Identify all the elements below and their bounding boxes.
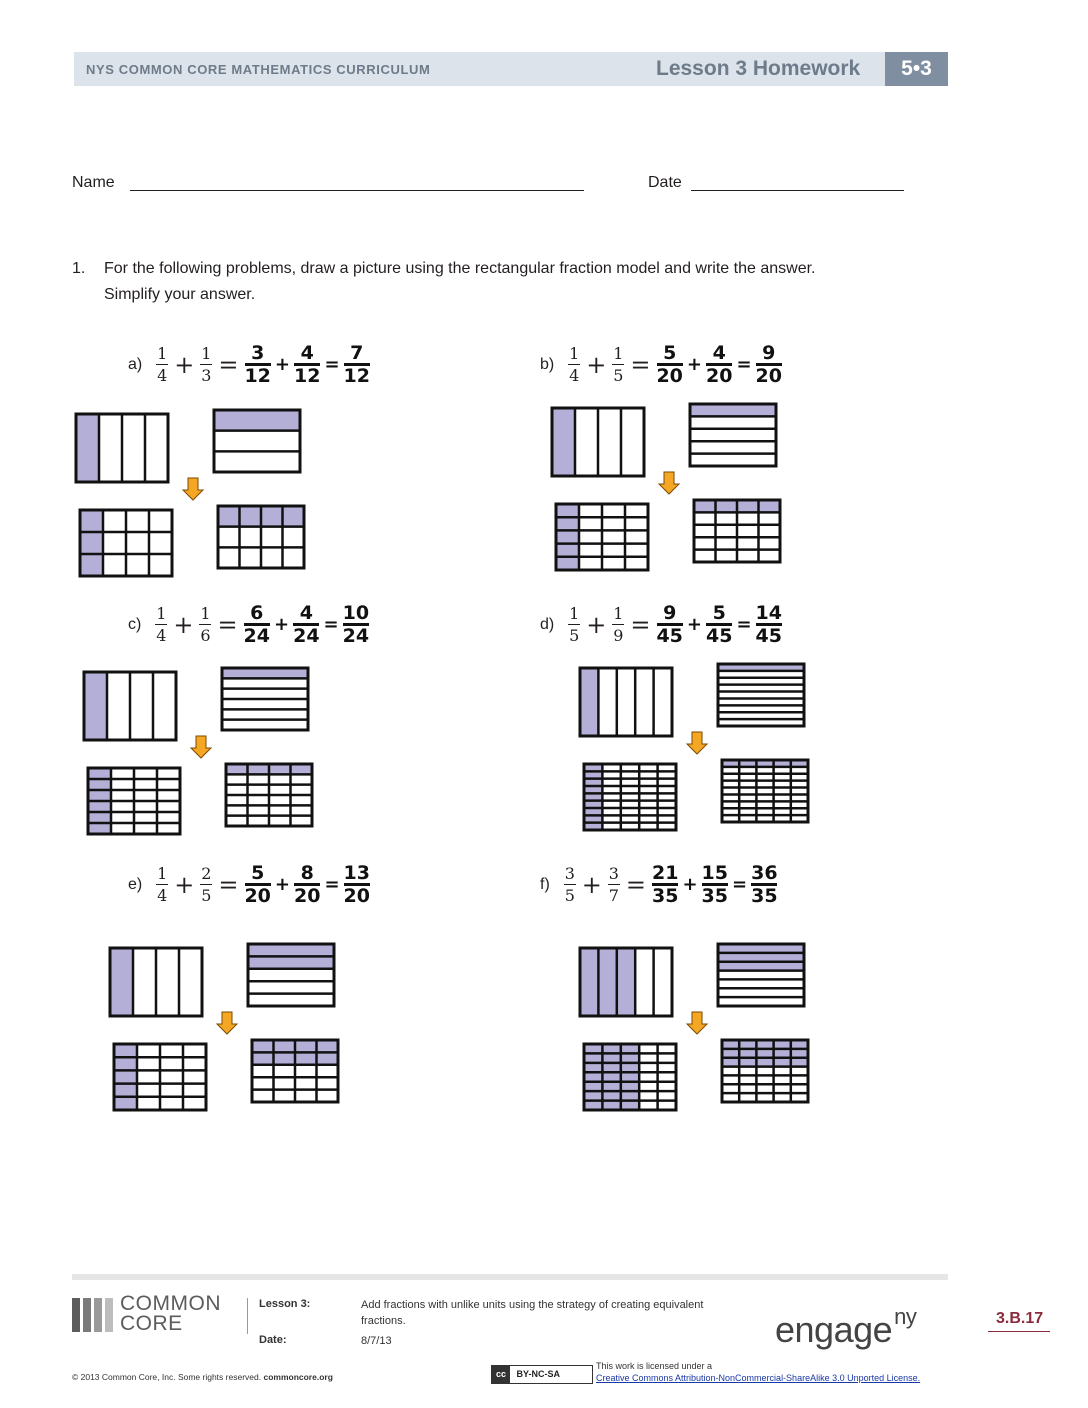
numerator: 1 (569, 344, 580, 363)
handwritten-numerator: 4 (299, 602, 313, 624)
handwritten-numerator: 13 (343, 862, 370, 884)
equals-sign: = (630, 350, 651, 379)
answer-term-2 (294, 864, 320, 905)
fraction-bar (612, 624, 624, 625)
answer-term-2 (706, 604, 732, 645)
shaded-column (114, 1044, 137, 1110)
handwritten-denominator: 20 (244, 885, 271, 907)
plus-sign: + (173, 610, 194, 639)
down-arrow-icon (191, 736, 211, 758)
shaded-column (110, 948, 133, 1016)
answer-plus: + (686, 614, 702, 635)
footer-date-value: 8/7/13 (361, 1335, 392, 1347)
handwritten-numerator: 14 (755, 602, 782, 624)
handwritten-denominator: 12 (294, 365, 321, 387)
problem-label: b) (540, 355, 555, 373)
fraction-model-b[interactable] (552, 404, 792, 579)
handwritten-numerator: 5 (251, 862, 265, 884)
question-number: 1. (72, 260, 86, 277)
plus-sign: + (174, 870, 195, 899)
numerator: 2 (201, 864, 212, 883)
question-1 (72, 256, 952, 308)
problem-f (540, 864, 778, 905)
equals-sign: = (625, 870, 646, 899)
addend-1 (564, 865, 576, 904)
answer-sum (344, 344, 370, 385)
addend-2 (199, 605, 211, 644)
handwritten-answer[interactable] (656, 344, 782, 385)
answer-term-1 (656, 344, 682, 385)
handwritten-denominator: 24 (293, 625, 320, 647)
handwritten-denominator: 20 (706, 365, 733, 387)
fraction-bar (608, 884, 620, 885)
handwritten-numerator: 4 (712, 342, 726, 364)
model-second-equivalent (722, 760, 808, 822)
model-second-fraction (248, 944, 334, 1006)
problem-label: f) (540, 875, 550, 893)
shaded-column (556, 504, 579, 570)
shaded-row (718, 953, 804, 962)
shaded-column (598, 948, 616, 1016)
answer-sum (756, 344, 782, 385)
license-text (596, 1360, 920, 1384)
model-second-fraction (214, 410, 300, 472)
curriculum-title: NYS COMMON CORE MATHEMATICS CURRICULUM (86, 62, 431, 77)
numerator: 1 (156, 604, 167, 623)
handwritten-numerator: 36 (751, 862, 778, 884)
denominator: 4 (157, 886, 168, 905)
problem-label: c) (128, 615, 142, 633)
handwritten-numerator: 3 (251, 342, 265, 364)
footer-lesson-desc-1: Add fractions with unlike units using the strategy of creating equivalent (361, 1299, 704, 1311)
answer-term-1 (652, 864, 678, 905)
model-first-fraction (76, 414, 168, 482)
plus-sign: + (174, 350, 195, 379)
answer-equals: = (736, 614, 752, 635)
shaded-row (248, 944, 334, 956)
model-second-equivalent (722, 1040, 808, 1102)
license-line-1: This work is licensed under a (596, 1361, 713, 1371)
handwritten-denominator: 35 (751, 885, 778, 907)
denominator: 6 (200, 626, 211, 645)
shaded-row (690, 404, 776, 416)
answer-equals: = (736, 354, 752, 375)
cc-badge-text: BY-NC-SA (516, 1369, 561, 1379)
handwritten-numerator: 6 (250, 602, 264, 624)
handwritten-numerator: 5 (712, 602, 726, 624)
plus-sign: + (586, 350, 607, 379)
model-second-equivalent (694, 500, 780, 562)
addend-1 (156, 345, 168, 384)
handwritten-numerator: 9 (762, 342, 776, 364)
shaded-column (552, 408, 575, 476)
shaded-column (84, 672, 107, 740)
handwritten-answer[interactable] (244, 604, 370, 645)
copyright-site: commoncore.org (263, 1372, 333, 1382)
handwritten-denominator: 45 (706, 625, 733, 647)
date-label: Date (648, 174, 682, 191)
answer-term-1 (656, 604, 682, 645)
answer-plus: + (686, 354, 702, 375)
denominator: 4 (156, 626, 167, 645)
answer-term-1 (244, 344, 270, 385)
equals-sign: = (218, 350, 239, 379)
handwritten-denominator: 35 (701, 885, 728, 907)
down-arrow-icon (217, 1012, 237, 1034)
cc-license-badge[interactable] (491, 1365, 593, 1384)
addend-2 (612, 605, 624, 644)
equals-sign: = (218, 870, 239, 899)
cc-icon: cc (492, 1366, 510, 1383)
numerator: 1 (569, 604, 580, 623)
problem-a (128, 344, 370, 385)
answer-term-1 (244, 604, 270, 645)
common-core-wordmark (120, 1294, 221, 1334)
numerator: 3 (608, 864, 619, 883)
handwritten-numerator: 8 (300, 862, 314, 884)
fraction-bar (156, 364, 168, 365)
answer-equals: = (732, 874, 748, 895)
shaded-column (580, 948, 598, 1016)
answer-equals: = (323, 614, 339, 635)
fraction-model-f[interactable] (580, 944, 820, 1119)
fraction-model-d[interactable] (580, 664, 820, 839)
problem-label: a) (128, 355, 143, 373)
shaded-row (722, 1049, 808, 1058)
footer-separator (247, 1298, 248, 1334)
denominator: 5 (564, 886, 575, 905)
fraction-bar (155, 624, 167, 625)
answer-sum (756, 604, 782, 645)
handwritten-answer[interactable] (244, 344, 370, 385)
answer-sum (343, 604, 369, 645)
model-second-fraction (690, 404, 776, 466)
engageny-logo (775, 1304, 916, 1351)
answer-equals: = (324, 354, 340, 375)
plus-sign: + (581, 870, 602, 899)
shaded-row (718, 962, 804, 971)
common-core-logo-icon (72, 1298, 116, 1332)
handwritten-denominator: 35 (652, 885, 679, 907)
plus-sign: + (586, 610, 607, 639)
handwritten-denominator: 45 (656, 625, 683, 647)
down-arrow-icon (659, 472, 679, 494)
copyright-text: © 2013 Common Core, Inc. Some rights reserved. (72, 1372, 264, 1382)
handwritten-numerator: 9 (663, 602, 677, 624)
shaded-column (580, 668, 598, 736)
fraction-model-e[interactable] (110, 944, 350, 1119)
engage-ny: ny (894, 1304, 917, 1329)
answer-term-2 (294, 344, 320, 385)
answer-sum (344, 864, 370, 905)
name-field[interactable] (130, 190, 584, 191)
problem-d (540, 604, 782, 645)
answer-term-2 (293, 604, 319, 645)
shaded-column (617, 948, 635, 1016)
page-code-underline (988, 1331, 1050, 1332)
denominator: 5 (569, 626, 580, 645)
denominator: 4 (569, 366, 580, 385)
addend-2 (612, 345, 624, 384)
fraction-model-a[interactable] (76, 410, 316, 585)
answer-term-1 (244, 864, 270, 905)
shaded-row (214, 410, 300, 431)
fraction-bar (564, 884, 576, 885)
model-first-fraction (552, 408, 644, 476)
addend-1 (156, 865, 168, 904)
down-arrow-icon (687, 1012, 707, 1034)
footer-lesson-key: Lesson 3: (259, 1298, 311, 1310)
model-first-equivalent (80, 510, 172, 576)
handwritten-denominator: 24 (243, 625, 270, 647)
denominator: 3 (201, 366, 212, 385)
model-border (718, 664, 804, 726)
footer-lesson-desc-2: fractions. (361, 1315, 406, 1327)
name-label: Name (72, 174, 115, 191)
logo-line-1: COMMON (120, 1292, 221, 1315)
copyright (72, 1372, 333, 1382)
problem-label: e) (128, 875, 143, 893)
model-first-fraction (84, 672, 176, 740)
numerator: 1 (613, 344, 624, 363)
handwritten-numerator: 4 (300, 342, 314, 364)
question-line-2: Simplify your answer. (104, 286, 256, 303)
footer-date-key: Date: (259, 1334, 287, 1346)
answer-term-2 (706, 344, 732, 385)
footer-rule (72, 1274, 948, 1280)
denominator: 4 (157, 366, 168, 385)
fraction-bar (568, 624, 580, 625)
handwritten-denominator: 45 (755, 625, 782, 647)
handwritten-denominator: 20 (755, 365, 782, 387)
denominator: 5 (613, 366, 624, 385)
fraction-bar (156, 884, 168, 885)
addend-1 (568, 345, 580, 384)
addend-1 (155, 605, 167, 644)
denominator: 7 (608, 886, 619, 905)
addend-1 (568, 605, 580, 644)
equals-sign: = (217, 610, 238, 639)
shaded-column (80, 510, 103, 576)
model-second-fraction (222, 668, 308, 730)
numerator: 1 (613, 604, 624, 623)
numerator: 1 (200, 604, 211, 623)
model-first-equivalent (584, 1044, 676, 1110)
handwritten-numerator: 15 (701, 862, 728, 884)
addend-2 (608, 865, 620, 904)
handwritten-denominator: 24 (342, 625, 370, 647)
model-second-equivalent (226, 764, 312, 826)
answer-plus: + (682, 874, 698, 895)
problem-label: d) (540, 615, 555, 633)
model-first-equivalent (88, 768, 180, 834)
handwritten-denominator: 20 (656, 365, 683, 387)
page-code: 3.B.17 (996, 1310, 1044, 1327)
denominator: 5 (201, 886, 212, 905)
answer-plus: + (274, 874, 290, 895)
shaded-row (248, 956, 334, 968)
denominator: 9 (613, 626, 624, 645)
question-line-1: For the following problems, draw a picture using the rectangular fraction model and write the answer. (104, 260, 816, 277)
fraction-bar (199, 624, 211, 625)
module-badge: 5•3 (885, 52, 948, 86)
model-second-fraction (718, 664, 804, 726)
addend-2 (200, 865, 212, 904)
fraction-bar (612, 364, 624, 365)
model-first-equivalent (584, 764, 676, 830)
numerator: 1 (201, 344, 212, 363)
engage-word: engage (775, 1309, 893, 1350)
fraction-bar (200, 884, 212, 885)
problem-b (540, 344, 782, 385)
model-second-equivalent (252, 1040, 338, 1102)
footer-lesson-desc (361, 1297, 781, 1329)
problem-e (128, 864, 370, 905)
answer-plus: + (274, 354, 290, 375)
shaded-column (76, 414, 99, 482)
model-border (722, 760, 808, 822)
model-first-equivalent (114, 1044, 206, 1110)
handwritten-denominator: 20 (343, 885, 370, 907)
down-arrow-icon (687, 732, 707, 754)
numerator: 1 (157, 864, 168, 883)
model-first-fraction (580, 948, 672, 1016)
license-link[interactable]: Creative Commons Attribution-NonCommercial-ShareAlike 3.0 Unported License. (596, 1373, 921, 1383)
answer-plus: + (274, 614, 290, 635)
fraction-bar (568, 364, 580, 365)
down-arrow-icon (183, 478, 203, 500)
equals-sign: = (630, 610, 651, 639)
handwritten-numerator: 5 (663, 342, 677, 364)
model-first-fraction (110, 948, 202, 1016)
handwritten-answer[interactable] (244, 864, 370, 905)
handwritten-numerator: 7 (350, 342, 364, 364)
answer-equals: = (324, 874, 340, 895)
lesson-title: Lesson 3 Homework (656, 57, 861, 80)
numerator: 1 (157, 344, 168, 363)
answer-sum (751, 864, 777, 905)
handwritten-numerator: 10 (342, 602, 370, 624)
date-field[interactable] (691, 190, 904, 191)
numerator: 3 (564, 864, 575, 883)
shaded-row (222, 668, 308, 678)
shaded-row (722, 1058, 808, 1067)
fraction-model-c[interactable] (84, 668, 324, 843)
addend-2 (200, 345, 212, 384)
handwritten-denominator: 12 (244, 365, 271, 387)
problem-c (128, 604, 369, 645)
handwritten-denominator: 12 (343, 365, 370, 387)
fraction-bar (200, 364, 212, 365)
answer-term-2 (702, 864, 728, 905)
handwritten-denominator: 20 (294, 885, 321, 907)
model-first-fraction (580, 668, 672, 736)
logo-line-2: CORE (120, 1312, 183, 1335)
handwritten-answer[interactable] (652, 864, 778, 905)
handwritten-numerator: 21 (652, 862, 679, 884)
model-first-equivalent (556, 504, 648, 570)
model-second-fraction (718, 944, 804, 1006)
model-second-equivalent (218, 506, 304, 568)
handwritten-answer[interactable] (656, 604, 782, 645)
shaded-column (584, 764, 602, 830)
